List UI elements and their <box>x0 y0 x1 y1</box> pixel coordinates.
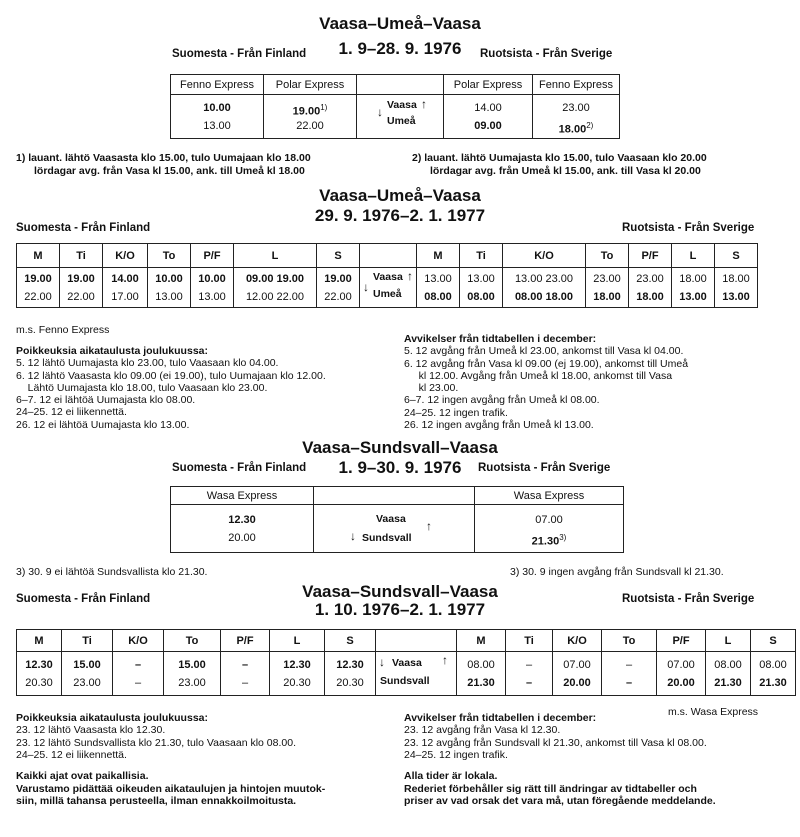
day-header: M <box>457 630 506 652</box>
station-cell <box>376 652 457 696</box>
time-cell: 14.00 09.00 <box>444 95 533 139</box>
section4-dates: 1. 10. 1976–2. 1. 1977 <box>314 600 486 619</box>
arrow-up-icon: ↑ <box>407 269 413 283</box>
col-header: Polar Express <box>444 75 533 95</box>
section2-ship: m.s. Fenno Express <box>16 324 110 336</box>
station-vaasa: Vaasa <box>392 657 422 669</box>
station-vaasa: Vaasa <box>387 99 417 111</box>
time-cell: 12.30 20.30 <box>325 652 376 696</box>
footer-se: Alla tider är lokala. Rederiet förbehåller sig rätt till ändringar av tidtabeller och priser av vad orsak det vara må, utan föregående meddelande. <box>404 770 716 807</box>
time-cell: 23.00 18.00 <box>629 268 672 308</box>
day-header: K/O <box>103 244 148 268</box>
day-header: S <box>751 630 796 652</box>
day-header: P/F <box>629 244 672 268</box>
time-cell: 12.30 20.00 <box>171 505 314 553</box>
time-cell: 08.00 21.30 <box>457 652 506 696</box>
section1-from-finland: Suomesta - Från Finland <box>172 48 307 60</box>
arrow-up-icon: ↑ <box>442 653 448 667</box>
station-umea: Umeå <box>387 115 416 127</box>
section4-from-finland: Suomesta - Från Finland <box>16 593 151 605</box>
day-header: P/F <box>657 630 706 652</box>
station-sundsvall: Sundsvall <box>362 532 412 544</box>
station-cell <box>360 268 417 308</box>
section2-dates: 29. 9. 1976–2. 1. 1977 <box>314 206 486 225</box>
time-cell: 19.00$^{1)}$ 22.00 <box>264 95 357 139</box>
day-header: S <box>317 244 360 268</box>
section3-from-sweden: Ruotsista - Från Sverige <box>478 462 611 474</box>
section1-note1: 1) lauant. lähtö Vaasasta klo 15.00, tulo Uumajaan klo 18.00 lördagar avg. från Vasa kl 15.00, ank. till Umeå kl 18.00 <box>16 152 311 177</box>
section4-timetable <box>16 629 796 696</box>
section4-se-exceptions: Avvikelser från tidtabellen i december: 23. 12 avgång från Vasa kl 12.30. 23. 12 avgång från Sundsvall kl 21.30, ankomst till Vasa kl 08.00. 24–25. 12 ingen trafik. <box>404 712 707 761</box>
time-cell: – – <box>113 652 164 696</box>
time-cell: 23.00 18.00 <box>586 268 629 308</box>
time-cell: 09.00 19.00 12.00 22.00 <box>234 268 317 308</box>
station-cell <box>357 95 444 139</box>
section1-from-sweden: Ruotsista - Från Sverige <box>480 48 613 60</box>
time-cell: 12.30 20.30 <box>17 652 62 696</box>
section1-title: Vaasa–Umeå–Vaasa <box>319 14 481 33</box>
day-header: M <box>17 244 60 268</box>
time-cell: 13.00 23.00 08.00 18.00 <box>503 268 586 308</box>
time-cell: 07.00 20.00 <box>553 652 602 696</box>
time-cell: 15.00 23.00 <box>62 652 113 696</box>
col-header: Fenno Express <box>533 75 620 95</box>
section3-from-finland: Suomesta - Från Finland <box>172 462 307 474</box>
day-header: Ti <box>506 630 553 652</box>
station-cell <box>314 505 475 553</box>
section2-from-sweden: Ruotsista - Från Sverige <box>622 222 755 234</box>
time-cell: 08.00 21.30 <box>751 652 796 696</box>
day-header: P/F <box>191 244 234 268</box>
time-cell: 23.00 18.00$^{2)}$ <box>533 95 620 139</box>
day-header: K/O <box>113 630 164 652</box>
time-cell: 10.00 13.00 <box>171 95 264 139</box>
section2-from-finland: Suomesta - Från Finland <box>16 222 151 234</box>
time-cell: 07.00 20.00 <box>657 652 706 696</box>
section3-dates: 1. 9–30. 9. 1976 <box>338 458 462 477</box>
time-cell: 13.00 08.00 <box>460 268 503 308</box>
day-header: To <box>164 630 221 652</box>
arrow-down-icon: ↓ <box>379 655 385 669</box>
section2-title: Vaasa–Umeå–Vaasa <box>319 186 481 205</box>
day-header: K/O <box>553 630 602 652</box>
time-cell: 18.00 13.00 <box>715 268 758 308</box>
footer-fi: Kaikki ajat ovat paikallisia. Varustamo pidättää oikeuden aikataulujen ja hintojen muutok- siin, millä tahansa perusteella, ilman ennakkoilmoitusta. <box>16 770 326 807</box>
arrow-up-icon: ↑ <box>426 519 432 533</box>
section4-fi-exceptions: Poikkeuksia aikataulusta joulukuussa: 23. 12 lähtö Vaasasta klo 12.30. 23. 12 lähtö Sundsvallista klo 21.30, tulo Vaasaan klo 08.00. 24–25. 12 ei liikennettä. <box>16 712 296 761</box>
day-header: S <box>325 630 376 652</box>
section1-dates: 1. 9–28. 9. 1976 <box>338 39 462 58</box>
col-header: Wasa Express <box>171 487 314 505</box>
section4-from-sweden: Ruotsista - Från Sverige <box>622 593 755 605</box>
station-vaasa: Vaasa <box>373 271 403 283</box>
time-cell: 07.00 21.30$^{3)}$ <box>475 505 624 553</box>
day-header: M <box>17 630 62 652</box>
section2-fi-exceptions: Poikkeuksia aikataulusta joulukuussa: 5. 12 lähtö Uumajasta klo 23.00, tulo Vaasaan klo 04.00. 6. 12 lähtö Vaasasta klo 09.00 (ei 19.00), tulo Uumajaan klo 12.00. Lähtö Uumajasta klo 18.00, tulo Vaasaan klo 23.00. 6–7. 12 ei lähtöä Uumajasta klo 08.00. 24–25. 12 ei liikennettä. 26. 12 ei lähtöä Uumajasta klo 13.00. <box>16 345 326 431</box>
day-header: Ti <box>62 630 113 652</box>
time-cell: 18.00 13.00 <box>672 268 715 308</box>
station-umea: Umeå <box>373 288 402 300</box>
day-header: L <box>234 244 317 268</box>
section3-timetable <box>170 486 624 553</box>
section3-note-fi: 3) 30. 9 ei lähtöä Sundsvallista klo 21.30. <box>16 566 208 578</box>
time-cell: – – <box>602 652 657 696</box>
arrow-down-icon: ↓ <box>377 105 383 119</box>
time-cell: 13.00 08.00 <box>417 268 460 308</box>
time-cell: 10.00 13.00 <box>191 268 234 308</box>
day-header: K/O <box>503 244 586 268</box>
col-header: Polar Express <box>264 75 357 95</box>
station-sundsvall: Sundsvall <box>380 675 430 687</box>
col-header: Fenno Express <box>171 75 264 95</box>
time-cell: – – <box>221 652 270 696</box>
day-header: L <box>270 630 325 652</box>
station-vaasa: Vaasa <box>376 513 406 525</box>
time-cell: 19.00 22.00 <box>17 268 60 308</box>
arrow-up-icon: ↑ <box>421 97 427 111</box>
time-cell: 19.00 22.00 <box>60 268 103 308</box>
day-header: P/F <box>221 630 270 652</box>
day-header: Ti <box>60 244 103 268</box>
section3-note-se: 3) 30. 9 ingen avgång från Sundsvall kl 21.30. <box>510 566 724 578</box>
col-header: Wasa Express <box>475 487 624 505</box>
time-cell: 14.00 17.00 <box>103 268 148 308</box>
day-header: M <box>417 244 460 268</box>
arrow-down-icon: ↓ <box>350 529 356 543</box>
day-header: L <box>706 630 751 652</box>
time-cell: – – <box>506 652 553 696</box>
time-cell: 19.00 22.00 <box>317 268 360 308</box>
section1-timetable <box>170 74 620 139</box>
day-header: To <box>586 244 629 268</box>
section1-note2: 2) lauant. lähtö Uumajasta klo 15.00, tulo Vaasaan klo 20.00 lördagar avg. från Umeå kl 15.00, ank. till Vasa kl 20.00 <box>412 152 707 177</box>
section2-se-exceptions: Avvikelser från tidtabellen i december: 5. 12 avgång från Umeå kl 23.00, ankomst till Vasa kl 04.00. 6. 12 avgång från Vasa kl 09.00 (ej 19.00), ankomst till Umeå kl 12.00. Avgång från Umeå kl 18.00, ankomst till Vasa kl 23.00. 6–7. 12 ingen avgång från Umeå kl 08.00. 24–25. 12 ingen trafik. 26. 12 ingen avgång från Umeå kl 13.00. <box>404 333 689 432</box>
time-cell: 10.00 13.00 <box>148 268 191 308</box>
day-header: L <box>672 244 715 268</box>
time-cell: 08.00 21.30 <box>706 652 751 696</box>
day-header: Ti <box>460 244 503 268</box>
day-header: To <box>602 630 657 652</box>
section2-timetable <box>16 243 758 308</box>
section3-title: Vaasa–Sundsvall–Vaasa <box>302 438 498 457</box>
arrow-down-icon: ↓ <box>363 280 369 294</box>
time-cell: 12.30 20.30 <box>270 652 325 696</box>
day-header: S <box>715 244 758 268</box>
time-cell: 15.00 23.00 <box>164 652 221 696</box>
section4-ship: m.s. Wasa Express <box>668 706 759 718</box>
section4-title: Vaasa–Sundsvall–Vaasa <box>302 582 498 601</box>
day-header: To <box>148 244 191 268</box>
